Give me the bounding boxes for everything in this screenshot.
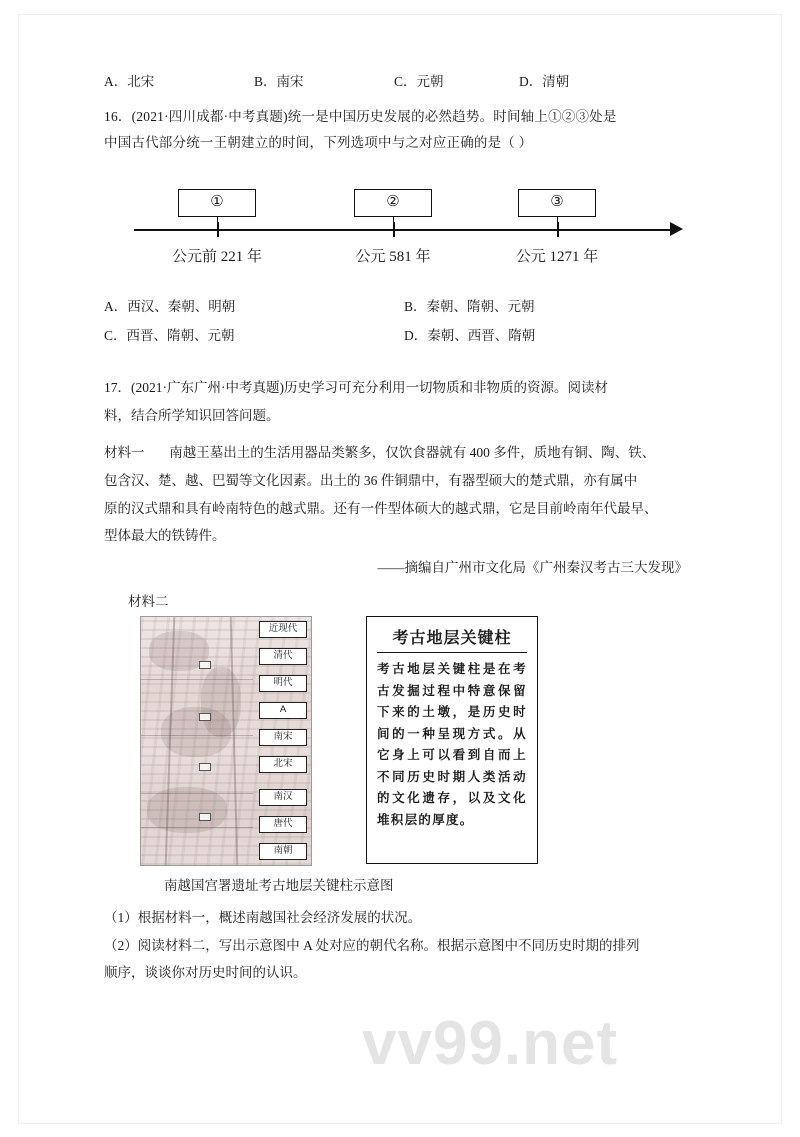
q17-stem-line-1: 17．(2021·广东广州·中考真题)历史学习可充分利用一切物质和非物质的资源。阅读材 [104,379,608,395]
layer-marker [199,763,211,771]
q16-timeline-figure [104,167,696,287]
page-content [104,70,696,987]
material-one-line-2: 包含汉、楚、越、巴蜀等文化因素。出土的 36 件铜鼎中，有器型硕大的楚式鼎，亦有属中 [104,472,638,488]
material-one-source: ——摘编自广州市文化局《广州秦汉考古三大发现》 [377,560,688,575]
strat-tag: 近现代 [259,621,307,638]
q16-stem-line-2: 中国古代部分统一王朝建立的时间，下列选项中与之对应正确的是（ ） [104,134,533,150]
strat-tag: 明代 [259,675,307,692]
q16-option-b: B．秦朝、隋朝、元朝 [404,299,535,315]
q16-options-row-1 [104,293,696,321]
timeline-tick-2 [393,222,395,237]
strat-tag: 唐代 [259,816,307,833]
timeline-label-3: 公元 1271 年 [515,249,599,266]
q16-stem-line-1: 16．(2021·四川成都·中考真题)统一是中国历史发展的必然趋势。时间轴上①②③处是 [104,109,617,124]
timeline-marker-3: ③ [518,189,596,217]
q17-sub-question-2-line-2: 顺序，谈谈你对历史时间的认识。 [104,965,307,981]
key-column-explanation-card [366,616,538,864]
strat-tag: 南汉 [259,789,307,806]
strat-tag: A [259,702,307,719]
q15-option-b: B．南宋 [254,74,304,89]
figure-caption: 南越国宫署遗址考古地层关键柱示意图 [164,878,394,893]
q17-sub-question-1: （1）根据材料一，概述南越国社会经济发展的状况。 [104,910,422,925]
q15-option-c: C．元朝 [394,74,444,89]
timeline-tick-1 [217,222,219,237]
material-one-text-1: 南越王墓出土的生活用器品类繁多，仅饮食器就有 400 多件，质地有铜、陶、铁、 [169,445,656,461]
material-two-figures [140,616,696,866]
watermark: vv99.net [362,1009,619,1078]
q15-option-a: A．北宋 [104,74,155,89]
q15-option-d: D．清朝 [519,74,570,89]
strat-tag: 清代 [259,648,307,665]
strat-tag: 北宋 [259,756,307,773]
timeline-tick-3 [557,222,559,237]
material-one-line-1 [104,439,696,467]
timeline-marker-1: ① [178,189,256,217]
material-one-label: 材料一 [104,445,145,461]
q16-option-a: A．西汉、秦朝、明朝 [104,299,236,315]
material-two-label: 材料二 [128,594,169,609]
strat-tag: 南朝 [259,843,307,860]
timeline-arrow-icon [670,222,683,236]
material-one-line-3: 原的汉式鼎和具有岭南特色的越式鼎。还有一件型体硕大的越式鼎，它是目前岭南年代最早、 [104,500,658,516]
stratigraphy-column-image [140,616,312,866]
q17-stem-line-2: 料，结合所学知识回答问题。 [104,407,280,423]
layer-marker [199,813,211,821]
q16-option-d: D．秦朝、西晋、隋朝 [404,327,536,343]
timeline-marker-2: ② [354,189,432,217]
card-title: 考古地层关键柱 [377,625,527,653]
card-body-text: 考古地层关键柱是在考古发掘过程中特意保留下来的土墩，是历史时间的一种呈现方式。从它身上可以看到自而上不同历史时期人类活动的文化遗存，以及文化堆积层的厚度。 [377,662,527,827]
q16-option-c: C．西晋、隋朝、元朝 [104,327,235,343]
material-one-line-4: 型体最大的铁铸件。 [104,528,226,544]
layer-marker [199,713,211,721]
strat-tag: 南宋 [259,729,307,746]
timeline-label-1: 公元前 221 年 [171,249,262,266]
q16-options-row-2 [104,322,696,350]
q17-sub-question-2-line-1: （2）阅读材料二，写出示意图中 A 处对应的朝代名称。根据示意图中不同历史时期的排列 [104,937,640,953]
layer-marker [199,661,211,669]
timeline-axis [134,229,674,231]
stratigraphy-tag-list [259,621,307,866]
q15-options-row [104,70,696,90]
timeline-label-2: 公元 581 年 [355,249,431,266]
